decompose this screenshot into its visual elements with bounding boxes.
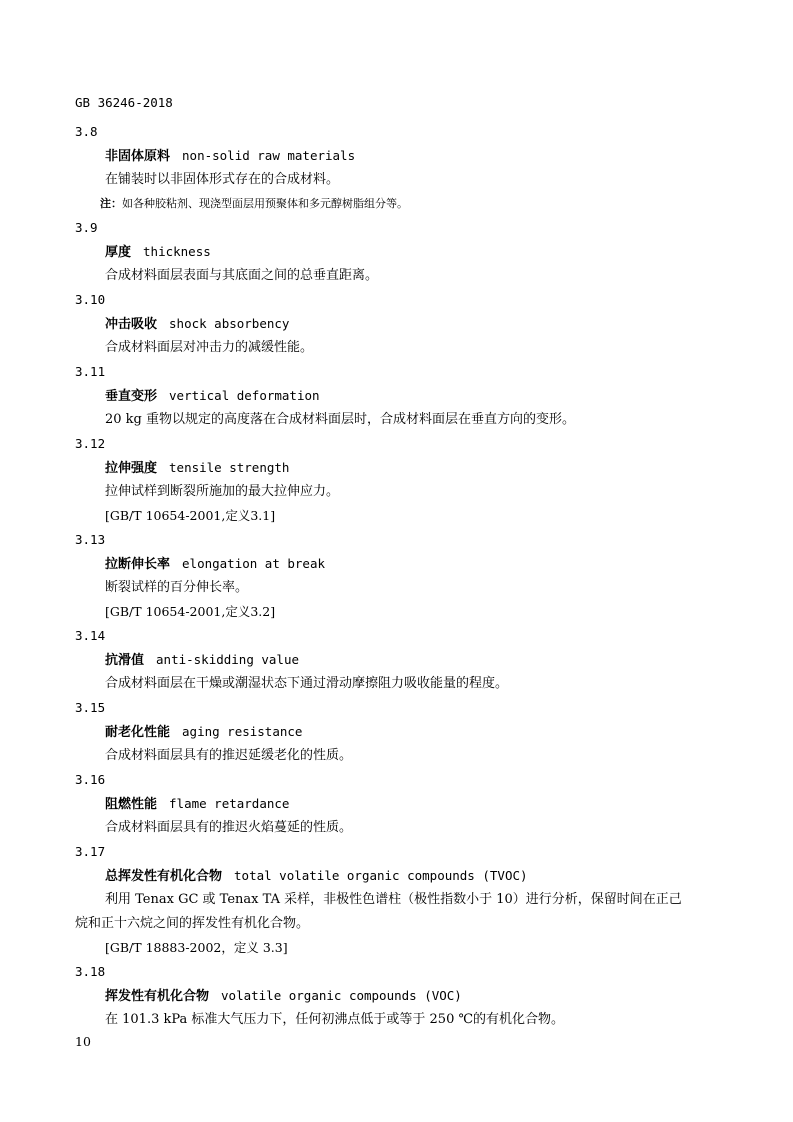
term-zh: 阻燃性能	[105, 797, 158, 812]
term-zh: 拉断伸长率	[105, 557, 171, 572]
standard-code: GB 36246-2018	[75, 95, 173, 110]
term-en: total volatile organic compounds (TVOC)	[234, 868, 528, 883]
source-reference: [GB/T 10654-2001,定义3.2]	[105, 604, 276, 619]
definition: 断裂试样的百分伸长率。	[105, 580, 249, 595]
definition: 在 101.3 kPa 标准大气压力下，任何初沸点低于或等于 250 ℃的有机化合物。	[105, 1012, 565, 1027]
definition: 20 kg 重物以规定的高度落在合成材料面层时，合成材料面层在垂直方向的变形。	[105, 412, 576, 427]
term-heading	[75, 240, 715, 264]
term-en: aging resistance	[182, 724, 303, 739]
clause-number: 3.14	[75, 628, 106, 643]
term-zh: 挥发性有机化合物	[105, 989, 210, 1004]
definition: 合成材料面层在干燥或潮湿状态下通过滑动摩擦阻力吸收能量的程度。	[105, 676, 509, 691]
definition: 合成材料面层表面与其底面之间的总垂直距离。	[105, 268, 379, 283]
term-zh: 冲击吸收	[105, 317, 158, 332]
definition: 合成材料面层对冲击力的减缓性能。	[105, 340, 314, 355]
clause-number: 3.11	[75, 364, 106, 379]
term-en: volatile organic compounds (VOC)	[221, 988, 462, 1003]
term-heading	[75, 552, 715, 576]
note	[75, 192, 715, 216]
term-en: tensile strength	[169, 460, 290, 475]
page-number: 10	[75, 1034, 91, 1049]
term-en: shock absorbency	[169, 316, 290, 331]
definition: 在铺装时以非固体形式存在的合成材料。	[105, 172, 340, 187]
clause-number: 3.15	[75, 700, 106, 715]
definition: 合成材料面层具有的推迟延缓老化的性质。	[105, 748, 353, 763]
term-zh: 拉伸强度	[105, 461, 158, 476]
term-en: elongation at break	[182, 556, 326, 571]
term-heading	[75, 720, 715, 744]
term-heading	[75, 312, 715, 336]
clause-number: 3.10	[75, 292, 106, 307]
terms-section	[75, 120, 715, 1032]
term-zh: 厚度	[105, 245, 132, 260]
term-en: vertical deformation	[169, 388, 320, 403]
clause-number: 3.16	[75, 772, 106, 787]
term-en: non-solid raw materials	[182, 148, 356, 163]
clause-number: 3.8	[75, 124, 98, 139]
term-zh: 耐老化性能	[105, 725, 171, 740]
term-en: anti-skidding value	[156, 652, 300, 667]
term-heading	[75, 456, 715, 480]
term-heading	[75, 144, 715, 168]
term-en: thickness	[143, 244, 211, 259]
source-reference: [GB/T 10654-2001,定义3.1]	[105, 508, 276, 523]
definition-line-2: 烷和正十六烷之间的挥发性有机化合物。	[75, 916, 310, 931]
clause-number: 3.9	[75, 220, 98, 235]
term-heading	[75, 864, 715, 888]
source-reference: [GB/T 18883-2002，定义 3.3]	[105, 940, 288, 955]
term-zh: 垂直变形	[105, 389, 158, 404]
term-zh: 抗滑值	[105, 653, 145, 668]
clause-number: 3.12	[75, 436, 106, 451]
term-heading	[75, 384, 715, 408]
clause-number: 3.18	[75, 964, 106, 979]
note-text: 如各种胶粘剂、现浇型面层用预聚体和多元醇树脂组分等。	[122, 197, 408, 210]
clause-number: 3.17	[75, 844, 106, 859]
term-en: flame retardance	[169, 796, 290, 811]
definition-line-1: 利用 Tenax GC 或 Tenax TA 采样，非极性色谱柱（极性指数小于 10）进行分析，保留时间在正己	[105, 892, 682, 907]
term-heading	[75, 648, 715, 672]
definition: 拉伸试样到断裂所施加的最大拉伸应力。	[105, 484, 340, 499]
definition: 合成材料面层具有的推迟火焰蔓延的性质。	[105, 820, 353, 835]
clause-number: 3.13	[75, 532, 106, 547]
term-zh: 总挥发性有机化合物	[105, 869, 223, 884]
term-zh: 非固体原料	[105, 149, 171, 164]
term-heading	[75, 984, 715, 1008]
term-heading	[75, 792, 715, 816]
note-label: 注：	[100, 197, 122, 210]
